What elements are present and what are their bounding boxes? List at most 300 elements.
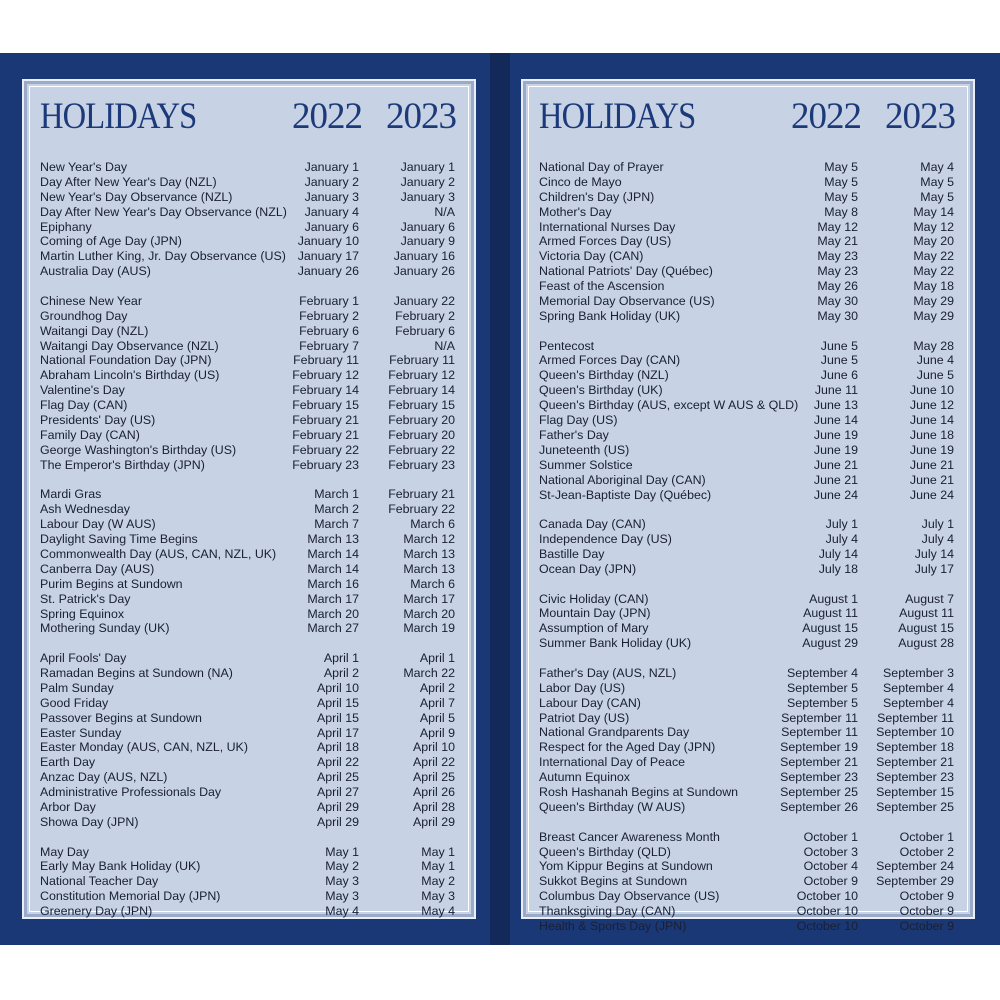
holiday-row [40, 547, 458, 562]
date-2022: September 11 [781, 725, 858, 740]
date-2023: September 24 [876, 859, 954, 874]
year-2022-header: 2022 [791, 96, 861, 137]
date-2022: July 4 [825, 532, 858, 547]
holiday-list [40, 160, 458, 919]
holiday-name: National Day of Prayer [539, 160, 664, 174]
date-2022: January 4 [304, 204, 359, 219]
date-2022: February 1 [299, 293, 359, 308]
holiday-name: Queen's Birthday (NZL) [539, 368, 669, 383]
holiday-row [40, 234, 458, 249]
holiday-name: National Patriots' Day (Québec) [539, 264, 713, 279]
holiday-name: Queen's Birthday (UK) [539, 383, 663, 398]
holiday-name: Father's Day (AUS, NZL) [539, 665, 677, 680]
date-2022: February 14 [292, 383, 359, 398]
holiday-row [40, 607, 458, 622]
holiday-row [40, 294, 458, 309]
holiday-name: National Teacher Day [40, 874, 159, 889]
date-2023: March 20 [403, 606, 455, 621]
date-2023: May 1 [421, 859, 455, 874]
holiday-row [40, 339, 458, 354]
date-2023: May 29 [913, 294, 954, 309]
holiday-name: Yom Kippur Begins at Sundown [539, 859, 713, 874]
date-2022: May 5 [824, 189, 858, 204]
page-title: HOLIDAYS [539, 96, 696, 137]
holiday-row [539, 606, 957, 621]
group-spacer [40, 279, 458, 294]
holiday-name: Greenery Day (JPN) [40, 904, 153, 919]
holiday-row [539, 681, 957, 696]
date-2022: May 30 [817, 294, 858, 309]
date-2022: June 11 [814, 383, 858, 398]
date-2022: May 23 [817, 249, 858, 264]
date-2022: October 3 [803, 844, 858, 859]
group-spacer [40, 473, 458, 488]
holiday-name: New Year's Day [40, 160, 128, 174]
holiday-row [539, 488, 957, 503]
holiday-row [40, 726, 458, 741]
holiday-name: Constitution Memorial Day (JPN) [40, 889, 221, 904]
group-spacer [40, 830, 458, 845]
date-2023: February 15 [388, 398, 455, 413]
holiday-name: Mardi Gras [40, 487, 102, 502]
date-2022: March 16 [307, 576, 359, 591]
holiday-name: Columbus Day Observance (US) [539, 889, 720, 904]
date-2022: June 5 [820, 353, 858, 368]
holiday-row [539, 889, 957, 904]
holiday-name: Family Day (CAN) [40, 427, 140, 442]
date-2023: March 6 [410, 517, 455, 532]
holiday-name: Juneteenth (US) [539, 442, 630, 457]
holiday-row [539, 428, 957, 443]
date-2023: February 2 [395, 308, 455, 323]
date-2023: October 2 [899, 844, 954, 859]
date-2023: September 3 [883, 665, 954, 680]
date-2023: January 9 [400, 234, 455, 249]
holiday-name: Epiphany [40, 219, 92, 234]
date-2023: May 20 [913, 234, 954, 249]
holiday-name: Mountain Day (JPN) [539, 606, 651, 621]
date-2023: September 18 [876, 740, 954, 755]
holiday-row [539, 859, 957, 874]
date-2022: March 14 [307, 561, 359, 576]
date-2022: July 14 [818, 546, 858, 561]
date-2022: May 3 [325, 889, 359, 904]
date-2023: February 23 [388, 457, 455, 472]
date-2023: June 19 [909, 442, 954, 457]
holiday-name: Waitangi Day Observance (NZL) [40, 338, 219, 353]
holiday-name: Ramadan Begins at Sundown (NA) [40, 666, 233, 680]
holiday-row [539, 398, 957, 413]
holiday-name: Palm Sunday [40, 680, 114, 695]
holiday-row [40, 458, 458, 473]
date-2022: February 15 [292, 398, 359, 413]
date-2022: May 23 [817, 264, 858, 279]
date-2022: May 21 [817, 234, 858, 249]
date-2022: June 24 [813, 487, 858, 502]
date-2023: February 20 [388, 427, 455, 442]
date-2022: August 15 [802, 621, 858, 636]
planner-spread [0, 53, 1000, 945]
date-2023: March 22 [403, 666, 455, 680]
date-2023: June 24 [909, 487, 954, 502]
date-2023: June 21 [909, 457, 954, 472]
holiday-row [539, 517, 957, 532]
date-2022: March 7 [314, 517, 359, 532]
date-2022: May 5 [824, 160, 858, 174]
holiday-row [40, 532, 458, 547]
holiday-name: Spring Equinox [40, 606, 125, 621]
date-2022: March 1 [314, 487, 359, 502]
date-2022: January 6 [304, 219, 359, 234]
date-2023: June 21 [909, 472, 954, 487]
holiday-name: Health & Sports Day (JPN) [539, 918, 687, 933]
date-2022: February 22 [292, 442, 359, 457]
holiday-row [40, 324, 458, 339]
date-2023: April 5 [419, 710, 455, 725]
holiday-row [40, 264, 458, 279]
group-spacer [539, 815, 957, 830]
date-2023: September 10 [876, 725, 954, 740]
holiday-row [539, 205, 957, 220]
date-2022: July 18 [818, 561, 858, 576]
date-2023: August 15 [898, 621, 954, 636]
date-2022: February 23 [292, 457, 359, 472]
date-2022: August 29 [802, 636, 858, 651]
holiday-name: May Day [40, 844, 89, 859]
date-2022: April 10 [316, 680, 359, 695]
date-2023: January 26 [393, 264, 455, 279]
date-2022: March 27 [307, 621, 359, 636]
holiday-name: Mothering Sunday (UK) [40, 621, 170, 636]
date-2023: January 2 [400, 174, 455, 189]
date-2023: May 28 [913, 338, 954, 353]
date-2023: September 29 [876, 874, 954, 889]
date-2022: January 17 [297, 249, 359, 264]
date-2022: May 30 [817, 308, 858, 323]
holiday-row [40, 800, 458, 815]
date-2022: October 1 [803, 829, 858, 844]
holiday-name: Patriot Day (US) [539, 710, 630, 725]
holiday-row [40, 577, 458, 592]
holiday-name: National Grandparents Day [539, 725, 690, 740]
group-spacer [539, 324, 957, 339]
holiday-name: Day After New Year's Day Observance (NZL) [40, 204, 287, 219]
holiday-row [40, 815, 458, 830]
date-2023: March 17 [403, 591, 455, 606]
date-2022: October 10 [796, 918, 858, 933]
holiday-row [539, 264, 957, 279]
holiday-name: Rosh Hashanah Begins at Sundown [539, 785, 739, 800]
holiday-row [539, 562, 957, 577]
holiday-name: Queen's Birthday (AUS, except W AUS & QLD) [539, 398, 799, 413]
holiday-row [40, 904, 458, 919]
holiday-name: Chinese New Year [40, 293, 142, 308]
date-2022: September 26 [780, 799, 858, 814]
holiday-name: St. Patrick's Day [40, 591, 131, 606]
date-2022: June 21 [813, 472, 858, 487]
date-2023: May 4 [421, 904, 455, 919]
holiday-name: International Nurses Day [539, 219, 676, 234]
page-title: HOLIDAYS [40, 96, 197, 137]
date-2023: May 5 [920, 174, 954, 189]
holiday-row [539, 740, 957, 755]
date-2023: June 14 [909, 413, 954, 428]
date-2023: September 4 [883, 695, 954, 710]
date-2022: March 20 [307, 606, 359, 621]
holiday-name: Earth Day [40, 755, 96, 770]
holiday-name: Feast of the Ascension [539, 279, 665, 294]
date-2023: March 12 [403, 532, 455, 547]
date-2022: September 21 [780, 755, 858, 770]
date-2022: April 15 [316, 695, 359, 710]
date-2023: April 26 [412, 785, 455, 800]
holiday-name: April Fools' Day [40, 651, 127, 666]
date-2023: June 5 [916, 368, 954, 383]
holiday-row [539, 830, 957, 845]
holiday-row [40, 368, 458, 383]
date-2023: January 3 [400, 189, 455, 204]
date-2022: May 12 [817, 219, 858, 234]
holiday-name: Good Friday [40, 695, 109, 710]
date-2023: May 22 [913, 249, 954, 264]
date-2023: March 6 [410, 576, 455, 591]
holiday-name: Valentine's Day [40, 383, 125, 398]
date-2022: April 29 [316, 814, 359, 829]
date-2023: April 9 [419, 725, 455, 740]
date-2022: October 10 [796, 889, 858, 904]
date-2023: April 22 [412, 755, 455, 770]
holiday-name: Mother's Day [539, 204, 612, 219]
holiday-name: Coming of Age Day (JPN) [40, 234, 182, 249]
date-2022: June 5 [820, 338, 858, 353]
date-2023: October 9 [899, 918, 954, 933]
date-2022: June 6 [820, 368, 858, 383]
date-2022: June 19 [813, 442, 858, 457]
holiday-row [539, 458, 957, 473]
holiday-row [539, 666, 957, 681]
date-2022: January 2 [304, 174, 359, 189]
date-2022: September 25 [780, 785, 858, 800]
holiday-row [539, 413, 957, 428]
holiday-row [40, 562, 458, 577]
date-2022: October 4 [803, 859, 858, 874]
holiday-name: Easter Sunday [40, 725, 122, 740]
holiday-row [539, 621, 957, 636]
holiday-row [40, 711, 458, 726]
holiday-row [539, 904, 957, 919]
date-2022: September 4 [787, 665, 858, 680]
holiday-row [40, 874, 458, 889]
date-2023: February 20 [388, 413, 455, 428]
group-spacer [539, 577, 957, 592]
date-2022: February 12 [292, 368, 359, 383]
date-2023: October 9 [899, 904, 954, 919]
date-2023: N/A [434, 204, 455, 219]
holiday-name: Thanksgiving Day (CAN) [539, 904, 676, 919]
holiday-row [40, 666, 458, 681]
holiday-row [539, 368, 957, 383]
holiday-row [539, 845, 957, 860]
holiday-name: Arbor Day [40, 800, 96, 815]
holiday-name: Spring Bank Holiday (UK) [539, 308, 681, 323]
date-2022: April 18 [316, 740, 359, 755]
holiday-name: Commonwealth Day (AUS, CAN, NZL, UK) [40, 546, 277, 561]
date-2023: April 25 [412, 770, 455, 785]
holiday-name: Early May Bank Holiday (UK) [40, 859, 201, 874]
holiday-name: Sukkot Begins at Sundown [539, 874, 688, 889]
group-spacer [539, 502, 957, 517]
holiday-row [539, 279, 957, 294]
holiday-row [40, 845, 458, 860]
holiday-row [539, 696, 957, 711]
holiday-name: Summer Solstice [539, 457, 633, 472]
date-2023: July 17 [914, 561, 954, 576]
planner-spine [490, 53, 510, 945]
holiday-name: Armed Forces Day (US) [539, 234, 672, 249]
holiday-row [40, 621, 458, 636]
date-2023: August 11 [899, 606, 954, 621]
date-2022: March 14 [307, 546, 359, 561]
holiday-row [539, 711, 957, 726]
holiday-name: Day After New Year's Day (NZL) [40, 174, 217, 189]
holiday-row [539, 220, 957, 235]
date-2022: March 2 [314, 502, 359, 517]
date-2022: September 5 [787, 695, 858, 710]
holiday-row [539, 339, 957, 354]
date-2022: September 19 [780, 740, 858, 755]
holiday-name: Assumption of Mary [539, 621, 649, 636]
date-2023: May 14 [913, 204, 954, 219]
date-2023: May 18 [913, 279, 954, 294]
date-2022: April 17 [316, 725, 359, 740]
holiday-name: Breast Cancer Awareness Month [539, 829, 720, 844]
holiday-name: Respect for the Aged Day (JPN) [539, 740, 716, 755]
date-2023: May 4 [920, 160, 954, 174]
date-2023: February 22 [388, 502, 455, 517]
date-2023: January 1 [400, 160, 455, 174]
holiday-row [40, 309, 458, 324]
holiday-name: Daylight Saving Time Begins [40, 532, 198, 547]
holiday-row [40, 205, 458, 220]
holiday-row [539, 636, 957, 651]
holiday-row [40, 413, 458, 428]
date-2022: April 1 [323, 651, 359, 666]
date-2023: May 29 [913, 308, 954, 323]
holiday-name: Easter Monday (AUS, CAN, NZL, UK) [40, 740, 248, 755]
right-page [521, 79, 975, 933]
holiday-row [539, 443, 957, 458]
date-2023: September 4 [883, 680, 954, 695]
holiday-name: Father's Day [539, 427, 609, 442]
holiday-name: Pentecost [539, 338, 595, 353]
year-2023-header: 2023 [386, 96, 456, 137]
date-2023: May 22 [913, 264, 954, 279]
holiday-name: Labor Day (US) [539, 680, 626, 695]
date-2022: May 1 [325, 844, 359, 859]
holiday-name: St-Jean-Baptiste Day (Québec) [539, 487, 712, 502]
year-2022-header: 2022 [292, 96, 362, 137]
date-2023: June 4 [916, 353, 954, 368]
holiday-name: Civic Holiday (CAN) [539, 591, 649, 606]
date-2022: February 6 [299, 323, 359, 338]
holiday-row [40, 740, 458, 755]
date-2022: February 21 [292, 413, 359, 428]
holiday-name: Showa Day (JPN) [40, 814, 139, 829]
date-2022: February 2 [299, 308, 359, 323]
date-2022: January 3 [304, 189, 359, 204]
date-2023: September 25 [876, 799, 954, 814]
holiday-name: Purim Begins at Sundown [40, 576, 183, 591]
date-2022: May 5 [824, 174, 858, 189]
date-2023: August 28 [898, 636, 954, 651]
holiday-row [40, 487, 458, 502]
holiday-row [40, 770, 458, 785]
date-2022: January 1 [304, 160, 359, 174]
date-2023: September 21 [876, 755, 954, 770]
date-2023: April 2 [419, 680, 455, 695]
date-2023: June 12 [909, 398, 954, 413]
date-2023: June 18 [909, 427, 954, 442]
date-2022: August 1 [809, 591, 858, 606]
date-2022: October 9 [803, 874, 858, 889]
date-2022: April 29 [316, 800, 359, 815]
date-2023: April 29 [412, 814, 455, 829]
holiday-row [40, 428, 458, 443]
date-2023: February 6 [395, 323, 455, 338]
holiday-row [40, 383, 458, 398]
holiday-row [539, 353, 957, 368]
holiday-row [539, 383, 957, 398]
date-2022: January 26 [297, 264, 359, 279]
group-spacer [539, 651, 957, 666]
holiday-row [40, 443, 458, 458]
date-2023: April 7 [419, 695, 455, 710]
holiday-name: Children's Day (JPN) [539, 189, 655, 204]
holiday-row [539, 294, 957, 309]
holiday-row [40, 755, 458, 770]
date-2023: July 14 [914, 546, 954, 561]
holiday-name: George Washington's Birthday (US) [40, 442, 237, 457]
date-2023: August 7 [905, 591, 954, 606]
holiday-name: Labour Day (W AUS) [40, 517, 156, 532]
holiday-name: Passover Begins at Sundown [40, 710, 202, 725]
holiday-name: Australia Day (AUS) [40, 264, 151, 279]
holiday-row [539, 725, 957, 740]
left-page [22, 79, 476, 919]
date-2022: August 11 [803, 606, 858, 621]
date-2023: May 5 [920, 189, 954, 204]
date-2023: January 16 [393, 249, 455, 264]
date-2023: May 1 [421, 844, 455, 859]
holiday-row [539, 190, 957, 205]
date-2022: June 13 [813, 398, 858, 413]
holiday-name: International Day of Peace [539, 755, 686, 770]
holiday-name: Cinco de Mayo [539, 174, 622, 189]
date-2022: July 1 [825, 517, 858, 532]
date-2022: June 14 [813, 413, 858, 428]
holiday-row [539, 249, 957, 264]
holiday-name: New Year's Day Observance (NZL) [40, 189, 233, 204]
date-2023: May 2 [421, 874, 455, 889]
holiday-name: Ocean Day (JPN) [539, 561, 637, 576]
holiday-name: Bastille Day [539, 546, 605, 561]
holiday-row [40, 592, 458, 607]
group-spacer [40, 636, 458, 651]
holiday-row [40, 696, 458, 711]
date-2022: April 2 [323, 666, 359, 680]
holiday-name: Martin Luther King, Jr. Day Observance (US) [40, 249, 286, 264]
holiday-row [539, 800, 957, 815]
